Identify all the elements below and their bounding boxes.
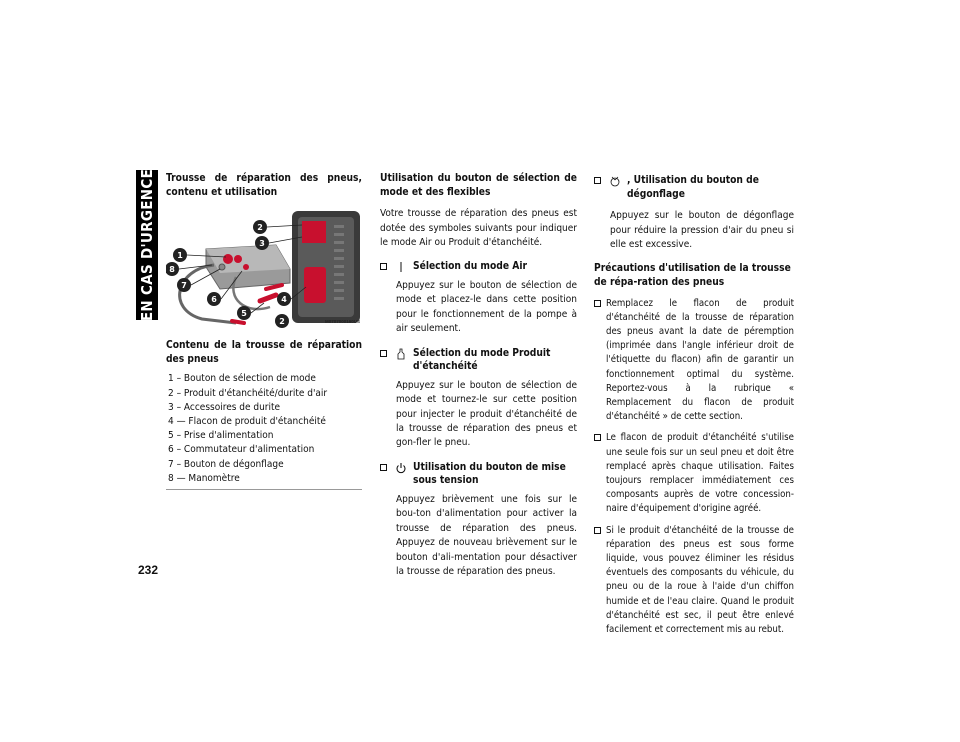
- sealant-mode-body: Appuyez sur le bouton de sélection de mode et tournez-le sur cette position pour injecter le produit d'étanchéité de la trousse de réparation des pneus et gon-fler le pneu.: [396, 379, 577, 449]
- callout-1: 1: [177, 251, 183, 261]
- checkbox-bullet: [380, 464, 387, 471]
- callout-3: 3: [259, 239, 265, 249]
- precautions-heading: Précautions d'utilisation de la trousse de répa-ration des pneus: [594, 263, 791, 288]
- air-mode-item: [380, 260, 577, 274]
- precaution-text: Remplacez le flacon de produit d'étanchéité de la trousse de réparation des pneus avant la date de péremption (imprimée dans l'angle inférieur droit de l'étiquette du flacon) afin de garantir un fonctionnement optimal du système. Reportez-vous à la rubrique « Remplacement du flacon de produit d'étanchéité » de cette section.: [606, 297, 794, 423]
- air-mode-body: Appuyez sur le bouton de sélection de mode et placez-le dans cette position pour le fonctionnement de la pompe à air seulement.: [396, 280, 577, 335]
- deflate-title: , Utilisation du bouton de dégonflage: [627, 175, 759, 200]
- legend-title: Contenu de la trousse de réparation des pneus: [166, 340, 362, 365]
- column-3: [594, 172, 794, 637]
- callout-6: 6: [211, 295, 217, 305]
- checkbox-bullet: [594, 300, 601, 307]
- power-plug: [260, 295, 276, 301]
- sealant-mode-icon: [395, 348, 407, 360]
- mode-select-intro: Votre trousse de réparation des pneus est dotée des symboles suivants pour indiquer le mode Air ou Produit d'étanchéité.: [380, 208, 577, 248]
- precaution-item: [594, 524, 794, 638]
- callout-8: 8: [169, 265, 175, 275]
- precaution-text: Si le produit d'étanchéité de la trousse de réparation des pneus est sous forme liquide, vous pouvez éliminer les résidus éventuels des composants du véhicule, du pneu ou de la roue à l'aide d'un chiffon humide et de l'eau claire. Quand le produit d'étanchéité est sec, il peut être enlevé facilement et correctement mis au rebut.: [606, 524, 794, 636]
- checkbox-bullet: [380, 263, 387, 270]
- mode-select-heading: Utilisation du bouton de sélection de mode et des flexibles: [380, 173, 577, 198]
- callout-7: 7: [181, 281, 187, 291]
- precaution-text: Le flacon de produit d'étanchéité s'utilise une seule fois sur un seul pneu et doit être remplacé après chaque utilisation. Faites toujours remplacer immédiatement ces composants auprès de votre concession-naire d'équipement d'origine agréé.: [606, 432, 794, 515]
- power-button-item: [380, 461, 577, 488]
- air-mode-title: Sélection du mode Air: [413, 261, 527, 273]
- checkbox-bullet: [594, 527, 601, 534]
- power-icon: [395, 462, 407, 474]
- callout-5: 5: [241, 309, 247, 319]
- legend-item: 7 – Bouton de dégonflage: [168, 458, 284, 470]
- sealant-hose-port: [234, 255, 242, 263]
- callout-2-top: 2: [257, 223, 263, 233]
- sealant-bottle-connector: [266, 285, 282, 289]
- section-side-tab: [136, 170, 158, 320]
- callout-2-bottom: 2: [279, 317, 285, 327]
- precaution-item: [594, 431, 794, 516]
- page-number: 232: [138, 563, 159, 577]
- kit-heading: Trousse de réparation des pneus, contenu et utilisation: [166, 173, 362, 198]
- precaution-item: [594, 297, 794, 425]
- sealant-mode-title: Sélection du mode Produit d'étanchéité: [413, 347, 551, 373]
- sealant-mode-item: [380, 347, 577, 374]
- checkbox-bullet: [594, 434, 601, 441]
- tire-repair-kit-illustration: [166, 209, 362, 329]
- case-accessories-compartment: [302, 221, 326, 243]
- deflate-body: Appuyez sur le bouton de dégonflage pour réduire la pression d'air du pneu si elle est excessive.: [610, 210, 794, 250]
- deflate-icon: [609, 175, 621, 187]
- checkbox-bullet: [594, 177, 601, 184]
- legend-item: 8 — Manomètre: [168, 472, 240, 484]
- legend-item: 2 – Produit d'étanchéité/durite d'air: [168, 387, 328, 399]
- column-2: [380, 172, 577, 579]
- legend-list: [166, 372, 362, 490]
- power-button-title: Utilisation du bouton de mise sous tension: [413, 461, 566, 487]
- legend-item: 1 – Bouton de sélection de mode: [168, 373, 316, 385]
- section-side-tab-label: EN CAS D'URGENCE: [138, 168, 157, 322]
- callout-4: 4: [281, 295, 287, 305]
- power-button: [243, 264, 249, 270]
- legend-item: 5 – Prise d'alimentation: [168, 430, 274, 442]
- figure-code: M0707000160US: [324, 318, 360, 324]
- column-1: [166, 172, 362, 490]
- power-button-body: Appuyez brièvement une fois sur le bou-ton d'alimentation pour activer la trousse de réparation des pneus. Appuyez de nouveau brièvement sur le bouton d'ali-mentation pour désactiver la trousse de réparation des pneus.: [396, 494, 577, 578]
- case-sealant-bottle: [304, 267, 326, 303]
- deflate-item: [594, 174, 794, 201]
- checkbox-bullet: [380, 350, 387, 357]
- mode-select-knob: [223, 254, 233, 264]
- legend-item: 3 – Accessoires de durite: [168, 401, 281, 413]
- air-mode-icon: [395, 261, 407, 273]
- tire-repair-kit-figure: [166, 209, 362, 329]
- hose-fitting: [232, 321, 244, 323]
- legend-item: 6 – Commutateur d'alimentation: [168, 444, 315, 456]
- legend-item: 4 — Flacon de produit d'étanchéité: [168, 415, 326, 427]
